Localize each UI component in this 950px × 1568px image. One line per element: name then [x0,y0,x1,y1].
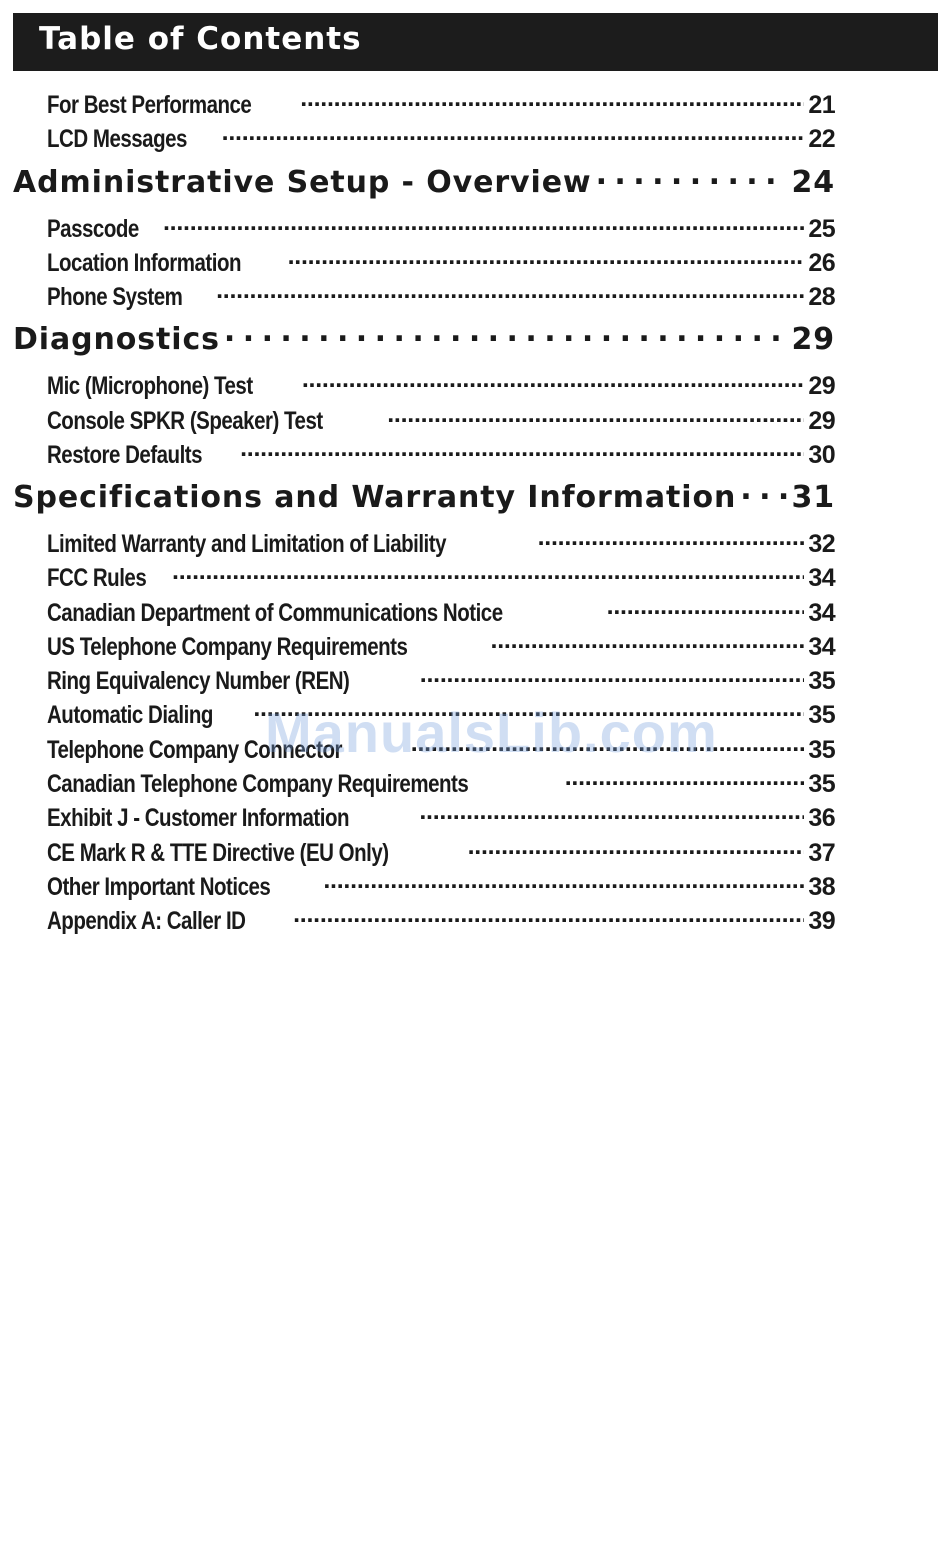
toc-section-label: Administrative Setup - Overview [13,165,592,200]
toc-entry-label: CE Mark R & TTE Directive (EU Only) [47,839,389,867]
watermark: ManualsLib.com [265,701,718,764]
toc-entry-page: 32 [808,530,835,558]
toc-section-administrative-setup[interactable] [13,162,835,200]
dot-leader [323,870,804,895]
dot-leader [740,477,787,507]
toc-entry-passcode[interactable] [47,212,835,244]
toc-section-page: 29 [791,322,835,357]
dot-leader [420,664,805,689]
toc-entry-location-information[interactable] [47,246,835,278]
toc-entry-page: 35 [808,770,835,798]
header-bar [13,13,938,71]
dot-leader [468,836,805,861]
toc-entry-label: Appendix A: Caller ID [47,907,246,935]
dot-leader [419,801,804,826]
toc-entry-exhibit-j[interactable] [47,801,835,833]
toc-entry-label: LCD Messages [47,125,187,153]
dot-leader [288,246,805,271]
dot-leader [172,561,804,586]
toc-entry-ce-mark[interactable] [47,836,835,868]
toc-entry-page: 35 [808,736,835,764]
toc-entry-label: Exhibit J - Customer Information [47,804,350,832]
toc-entry-label: Other Important Notices [47,873,271,901]
toc-entry-label: Canadian Telephone Company Requirements [47,770,469,798]
toc-entry-page: 30 [808,441,835,469]
toc-entry-page: 35 [808,667,835,695]
dot-leader [300,88,804,113]
dot-leader [411,733,805,758]
toc-entry-label: For Best Performance [47,91,252,119]
toc-entry-console-spkr-test[interactable] [47,404,835,436]
dot-leader [224,319,788,349]
toc-entry-fcc-rules[interactable] [47,561,835,593]
toc-entry-appendix-a[interactable] [47,904,835,936]
toc-entry-label: Automatic Dialing [47,701,213,729]
toc-section-page: 24 [791,165,835,200]
dot-leader [538,527,805,552]
toc-entry-ren[interactable] [47,664,835,696]
toc-entry-label: Passcode [47,215,139,243]
page-title: Table of Contents [39,21,362,57]
toc-entry-page: 28 [808,283,835,311]
toc-section-diagnostics[interactable] [13,319,835,357]
toc-entry-page: 36 [808,804,835,832]
toc-entry-other-notices[interactable] [47,870,835,902]
toc-entry-label: Ring Equivalency Number (REN) [47,667,350,695]
toc-entry-label: Restore Defaults [47,441,203,469]
toc-section-label: Specifications and Warranty Information [13,480,737,515]
toc-entry-page: 34 [808,633,835,661]
toc-section-page: 31 [791,480,835,515]
toc-entry-page: 35 [808,701,835,729]
toc-entry-page: 29 [808,372,835,400]
toc-entry-label: Console SPKR (Speaker) Test [47,407,323,435]
toc-entry-page: 37 [808,839,835,867]
toc-entry-page: 25 [808,215,835,243]
toc-entry-for-best-performance[interactable] [47,88,835,120]
dot-leader [293,904,804,929]
toc-entry-label: Telephone Company Connector [47,736,343,764]
toc-entry-page: 34 [808,564,835,592]
toc-entry-limited-warranty[interactable] [47,527,835,559]
toc-entry-page: 38 [808,873,835,901]
toc-entry-label: Phone System [47,283,183,311]
dot-leader [163,212,804,237]
dot-leader [222,122,805,147]
toc-entry-page: 22 [808,125,835,153]
toc-entry-label: Canadian Department of Communications Notice [47,599,503,627]
toc-section-specifications-warranty[interactable] [13,477,835,515]
toc-entry-label: Location Information [47,249,242,277]
toc-entry-label: US Telephone Company Requirements [47,633,408,661]
toc-entry-page: 26 [808,249,835,277]
toc-entry-canadian-doc-notice[interactable] [47,596,835,628]
dot-leader [387,404,804,429]
dot-leader [216,280,804,305]
toc-section-label: Diagnostics [13,322,220,357]
toc-entry-telephone-connector[interactable] [47,733,835,765]
toc-entry-lcd-messages[interactable] [47,122,835,154]
dot-leader [253,698,804,723]
toc-entry-page: 34 [808,599,835,627]
toc-entry-automatic-dialing[interactable] [47,698,835,730]
dot-leader [596,162,788,192]
toc-entry-label: Mic (Microphone) Test [47,372,253,400]
dot-leader [240,438,804,463]
dot-leader [607,596,805,621]
toc-entry-restore-defaults[interactable] [47,438,835,470]
toc-entry-page: 21 [808,91,835,119]
toc-entry-us-telephone-requirements[interactable] [47,630,835,662]
dot-leader [302,369,805,394]
toc-entry-label: FCC Rules [47,564,147,592]
toc-entry-label: Limited Warranty and Limitation of Liability [47,530,447,558]
toc-entry-page: 39 [808,907,835,935]
toc-entry-page: 29 [808,407,835,435]
toc-entry-canadian-telephone-requirements[interactable] [47,767,835,799]
toc-entry-mic-test[interactable] [47,369,835,401]
dot-leader [565,767,805,792]
toc-entry-phone-system[interactable] [47,280,835,312]
dot-leader [491,630,805,655]
